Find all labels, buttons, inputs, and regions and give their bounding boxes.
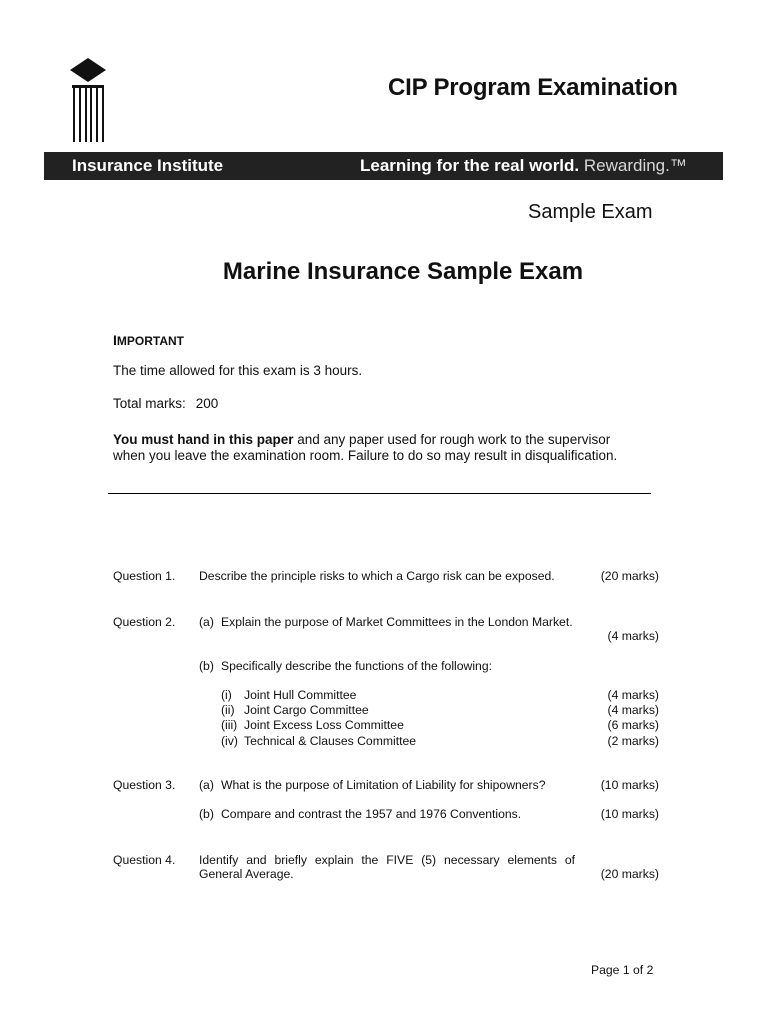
question-1-label: Question 1. [113, 569, 176, 583]
question-2a-text: Explain the purpose of Market Committees in the London Market. [221, 615, 573, 629]
question-1-marks: (20 marks) [600, 569, 659, 583]
insurance-institute-logo [66, 58, 110, 146]
sub-item-text: Technical & Clauses Committee [244, 734, 417, 748]
question-3a-marks: (10 marks) [600, 778, 659, 792]
important-heading [113, 332, 184, 348]
question-3b-text: Compare and contrast the 1957 and 1976 Conventions. [221, 807, 522, 821]
page-number: Page 1 of 2 [591, 963, 654, 977]
hand-in-instructions [113, 432, 617, 464]
question-1-text: Describe the principle risks to which a Cargo risk can be exposed. [199, 569, 555, 583]
question-2b-text: Specifically describe the functions of the following: [221, 659, 492, 673]
total-marks-label: Total marks: [113, 396, 186, 411]
important-rest: MPORTANT [116, 334, 184, 348]
hand-in-bold: You must hand in this paper [113, 432, 294, 447]
time-allowed-text: The time allowed for this exam is 3 hours. [113, 363, 363, 378]
sub-item-marks: (6 marks) [607, 718, 659, 732]
sample-exam-label: Sample Exam [528, 201, 653, 223]
page-title: Marine Insurance Sample Exam [222, 258, 584, 285]
sub-item-marks: (2 marks) [607, 734, 659, 748]
important-initial: I [113, 332, 117, 348]
question-4-text: Identify and briefly explain the FIVE (5) necessary elements of General Average. [199, 853, 575, 881]
question-3a-letter: (a) [199, 778, 214, 792]
question-3a-text: What is the purpose of Limitation of Liability for shipowners? [221, 778, 546, 792]
total-marks [113, 396, 218, 411]
hand-in-rest: and any paper used for rough work to the supervisor [293, 432, 611, 447]
sub-item-text: Joint Excess Loss Committee [244, 718, 404, 732]
sub-item-num: (iii) [221, 718, 238, 732]
sub-item-num: (ii) [221, 703, 235, 717]
question-3b-letter: (b) [199, 807, 214, 821]
sub-item-num: (iv) [221, 734, 238, 748]
sub-item-text: Joint Cargo Committee [244, 703, 369, 717]
divider [108, 493, 651, 494]
sub-item-num: (i) [221, 688, 232, 702]
tagline-bold: Learning for the real world. [360, 156, 580, 175]
sub-item-marks: (4 marks) [607, 703, 659, 717]
hand-in-line2: when you leave the examination room. Failure to do so may result in disqualification. [113, 448, 618, 463]
question-2b-letter: (b) [199, 659, 214, 673]
sub-item-text: Joint Hull Committee [244, 688, 357, 702]
question-4-marks: (20 marks) [600, 867, 659, 881]
program-title: CIP Program Examination [388, 74, 678, 101]
tagline-light: Rewarding.™ [583, 156, 687, 175]
sub-item-marks: (4 marks) [607, 688, 659, 702]
total-marks-value: 200 [195, 396, 219, 411]
banner-tagline [360, 156, 687, 176]
question-2-label: Question 2. [113, 615, 176, 629]
question-3b-marks: (10 marks) [600, 807, 659, 821]
banner-institute-name: Insurance Institute [72, 156, 224, 175]
question-4-label: Question 4. [113, 853, 176, 867]
question-3-label: Question 3. [113, 778, 176, 792]
question-2a-marks: (4 marks) [607, 629, 659, 643]
header-banner [44, 152, 723, 180]
question-2a-letter: (a) [199, 615, 214, 629]
